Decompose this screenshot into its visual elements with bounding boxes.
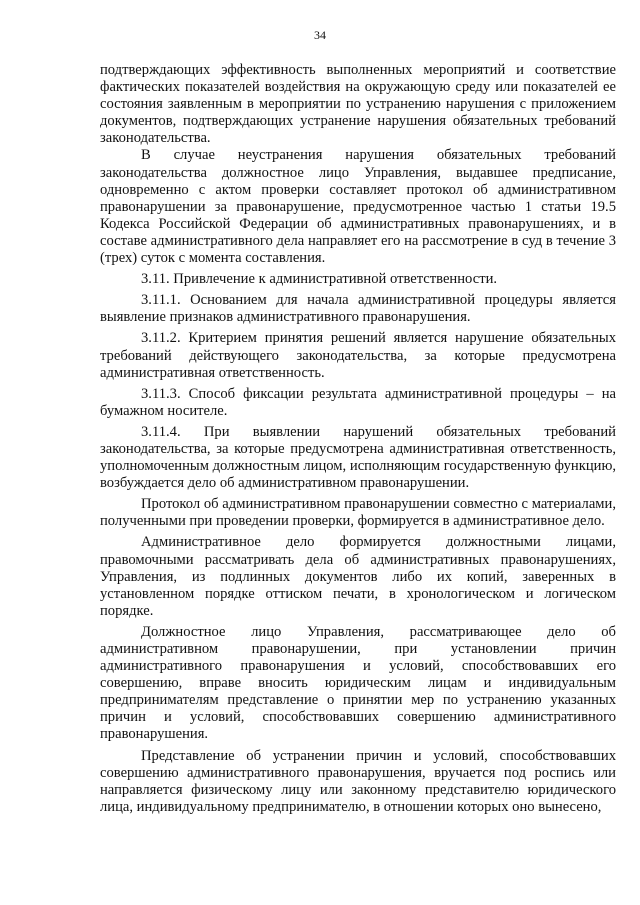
paragraph-protocol: Протокол об административном правонарушении совместно с материалами, полученными при проведении проверки, формируется в административное дело. [100, 496, 616, 530]
paragraph-official-submission: Должностное лицо Управления, рассматривающее дело об административном правонарушении, при установлении причин административного правонарушения и условий, способствовавших его совершению, вправе вносить юридическим лицам и индивидуальным предпринимателям представление о принятии мер по устранению указанных причин и условий, способствовавших совершению административного правонарушения. [100, 623, 616, 743]
paragraph-3-11-2: 3.11.2. Критерием принятия решений является нарушение обязательных требований действующего законодательства, за которые предусмотрена административная ответственность. [100, 330, 616, 381]
paragraph-3-11-1: 3.11.1. Основанием для начала административной процедуры является выявление признаков административного правонарушения. [100, 292, 616, 326]
paragraph-continuation: подтверждающих эффективность выполненных мероприятий и соответствие фактических показателей воздействия на окружающую среду или показателей ее состояния заявленным в мероприятии по устранению нарушения с приложением документов, подтверждающих устранение нарушения обязательных требований законодательства. [100, 62, 616, 147]
document-body [100, 62, 616, 816]
page-number: 34 [314, 28, 326, 42]
section-heading-3-11: 3.11. Привлечение к административной ответственности. [141, 271, 498, 288]
paragraph-noncompliance: В случае неустранения нарушения обязательных требований законодательства должностное лицо Управления, выдавшее предписание, одновременно с актом проверки составляет протокол об административном правонарушении за правонарушение, предусмотренное частью 1 статьи 19.5 Кодекса Российской Федерации об административных правонарушениях, и в составе административного дела направляет его на рассмотрение в суд в течение 3 (трех) суток с момента составления. [100, 147, 616, 267]
paragraph-3-11-3: 3.11.3. Способ фиксации результата административной процедуры – на бумажном носителе. [100, 385, 616, 419]
paragraph-submission-delivery: Представление об устранении причин и условий, способствовавших совершению административного правонарушения, вручается под роспись или направляется физическому лицу или законному представителю юридического лица, индивидуальному предпринимателю, в отношении которых оно вынесено, [100, 747, 616, 815]
paragraph-administrative-case: Административное дело формируется должностными лицами, правомочными рассматривать дела об административных правонарушениях, Управления, из подлинных документов либо их копий, заверенных в установленном порядке оттиском печати, в хронологическом и логическом порядке. [100, 534, 616, 619]
paragraph-3-11-4: 3.11.4. При выявлении нарушений обязательных требований законодательства, за которые предусмотрена административная ответственность, уполномоченным должностным лицом, исполняющим государственную функцию, возбуждается дело об административном правонарушении. [100, 423, 616, 492]
